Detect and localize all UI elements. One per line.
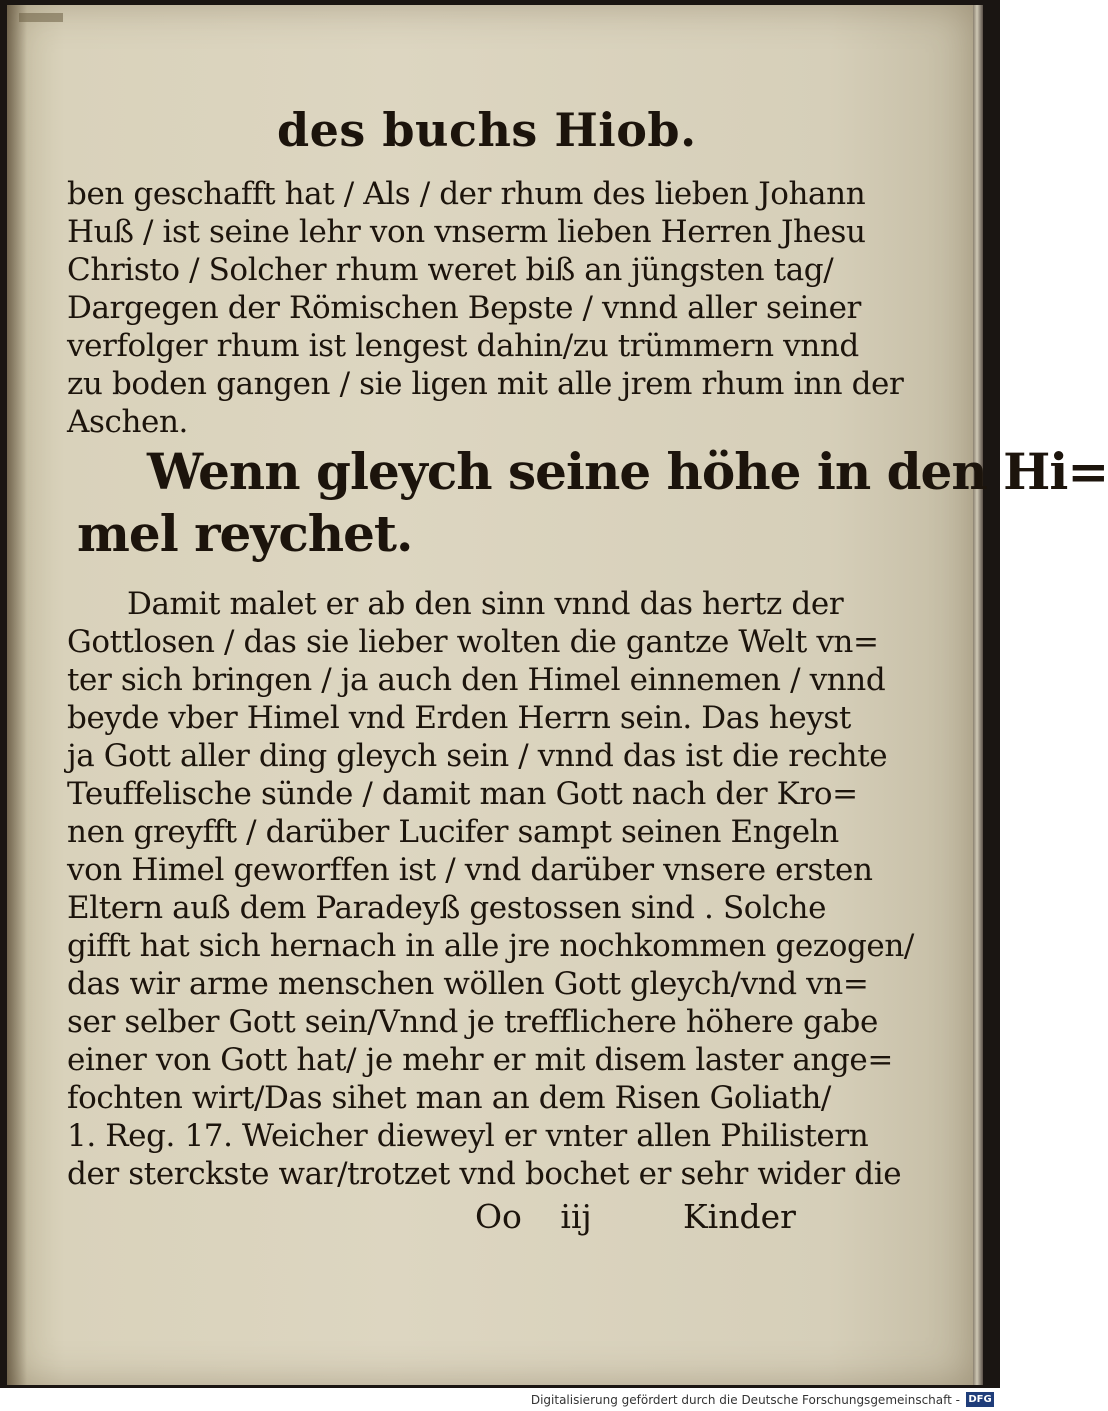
text-line: fochten wirt/Das sihet man an dem Risen Goliath/ [67,1080,831,1116]
text-line: Huß / ist seine lehr von vnserm lieben Herren Jhesu [67,214,866,250]
text-line: gifft hat sich hernach in alle jre nochkommen gezogen/ [67,928,914,964]
library-stamp [19,13,63,22]
book-page [7,5,1108,1385]
text-line: Teuffelische sünde / damit man Gott nach der Kro= [67,776,858,812]
text-line: das wir arme menschen wöllen Gott gleych/vnd vn= [67,966,869,1002]
text-line: ja Gott aller ding gleych sein / vnnd das ist die rechte [67,738,888,774]
heading-line: Wenn gleych seine höhe in den Hi= [147,442,1108,501]
text-line: ben geschafft hat / Als / der rhum des lieben Johann [67,176,866,212]
text-line: verfolger rhum ist lengest dahin/zu trümmern vnnd [67,328,859,364]
text-line: einer von Gott hat/ je mehr er mit disem laster ange= [67,1042,893,1078]
text-line: 1. Reg. 17. Weicher dieweyl er vnter allen Philistern [67,1118,869,1154]
text-line: Damit malet er ab den sinn vnnd das hertz der [127,586,844,622]
text-line: Gottlosen / das sie lieber wolten die gantze Welt vn= [67,624,879,660]
page-edge [973,5,983,1385]
text-line: zu boden gangen / sie ligen mit alle jrem rhum inn der [67,366,904,402]
text-line: der sterckste war/trotzet vnd bochet er sehr wider die [67,1156,902,1192]
catchword: Kinder [683,1197,796,1236]
section-heading [77,441,1108,565]
signature-mark: Oo iij [475,1197,592,1236]
spine-shadow [7,5,27,1385]
text-line: nen greyfft / darüber Lucifer sampt seinen Engeln [67,814,839,850]
heading-line: mel reychet. [77,504,413,563]
text-line: beyde vber Himel vnd Erden Herrn sein. Das heyst [67,700,851,736]
text-line: Aschen. [67,404,188,440]
text-line: von Himel geworffen ist / vnd darüber vnsere ersten [67,852,873,888]
dfg-logo: DFG [966,1392,994,1407]
text-line: ser selber Gott sein/Vnnd je trefflichere höhere gabe [67,1004,878,1040]
running-head: des buchs Hiob. [277,103,697,157]
funding-credit: Digitalisierung gefördert durch die Deutsche Forschungsgemeinschaft - [530,1393,960,1407]
text-line: Dargegen der Römischen Bepste / vnnd aller seiner [67,290,861,326]
text-line: Eltern auß dem Paradeyß gestossen sind . Solche [67,890,827,926]
text-line: ter sich bringen / ja auch den Himel einnemen / vnnd [67,662,886,698]
credit-bar [0,1390,1000,1411]
text-line: Christo / Solcher rhum weret biß an jüngsten tag/ [67,252,834,288]
